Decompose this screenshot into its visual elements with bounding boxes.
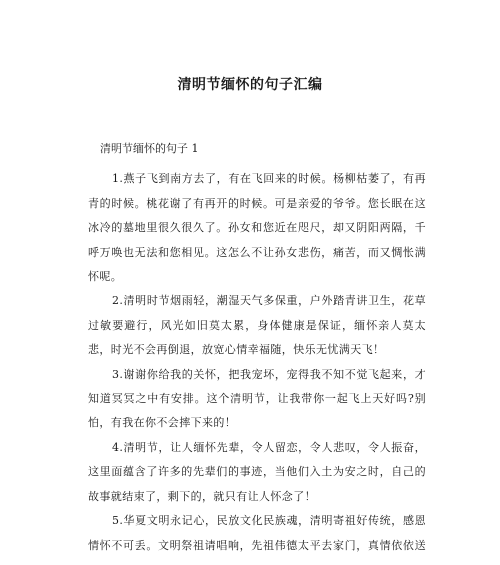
paragraph-line: 1.燕子飞到南方去了，有在飞回来的时候。杨柳枯萎了，有再	[112, 172, 426, 186]
paragraph-3	[88, 363, 426, 436]
paragraph-line: 怕，有我在你不会摔下来的！	[88, 416, 237, 430]
paragraph-line: 2.清明时节烟雨轻，潮湿天气多保重，户外踏青讲卫生，花草	[112, 294, 426, 308]
section-heading: 清明节缅怀的句子 1	[100, 142, 199, 155]
paragraph-2	[88, 289, 426, 362]
paragraph-line: 知道冥冥之中有安排。这个清明节，让我带你一起飞上天好吗?别	[88, 392, 426, 406]
paragraph-1	[88, 167, 426, 289]
paragraph-line: 情怀不可丢。文明祭祖请唱响，先祖伟德太平去家门，真情依依送	[88, 538, 426, 552]
document-title: 清明节缅怀的句子汇编	[177, 77, 323, 93]
paragraph-line: 青的时候。桃花谢了有再开的时候。可是亲爱的爷爷。您长眠在这	[88, 196, 426, 210]
paragraph-line: 这里面蕴含了许多的先辈们的事迹，当他们入土为安之时，自己的	[88, 465, 426, 479]
paragraph-line: 冰冷的墓地里很久很久了。孙女和您近在咫尺，却又阴阳两隔，千	[88, 221, 426, 235]
paragraph-line: 5.华夏文明永记心，民放文化民族魂，清明寄祖好传统，感恩	[112, 514, 426, 528]
paragraph-line: 过敏要避行，风光如旧莫太累，身体健康是保证，缅怀亲人莫太	[88, 318, 426, 332]
paragraph-5	[88, 509, 426, 558]
paragraph-line: 3.谢谢你给我的关怀，把我宠坏，宠得我不知不觉飞起来，才	[112, 367, 426, 381]
document-body	[88, 137, 426, 558]
paragraph-4	[88, 436, 426, 509]
paragraph-line: 悲，时光不会再倒退，放宽心情幸福随，快乐无忧满天飞！	[88, 343, 385, 357]
paragraph-line: 故事就结束了，剩下的，就只有让人怀念了！	[88, 489, 316, 503]
paragraph-line: 4.清明节，让人缅怀先辈，令人留恋，令人悲叹，令人振奋，	[112, 440, 426, 454]
paragraph-line: 呼万唤也无法和您相见。这怎么不让孙女悲伤，痛苦，而又惆怅满	[88, 245, 426, 259]
paragraph-line: 怀呢。	[88, 270, 123, 284]
